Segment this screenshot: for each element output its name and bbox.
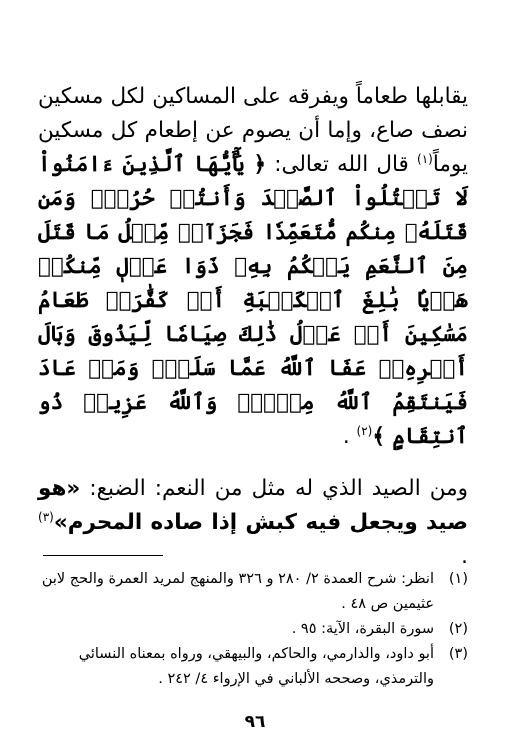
footnote-number: (١)	[448, 571, 468, 587]
footnote-ref-1: (١)	[417, 151, 433, 166]
footnote-text: انظر: شرح العمدة ٢/ ٢٨٠ و ٣٢٦ والمنهج لمريد العمرة والحج لابن عثيمين ص ٤٨ .	[41, 571, 434, 612]
hadith-quote: «هو صيد ويجعل فيه كبش إذا صاده المحرم»	[38, 476, 468, 535]
footnote	[38, 567, 468, 617]
footnote-text: أبو داود، والدارمي، والحاكم، والبيهقي، ورواه بمعناه النسائي والترمذي، وصححه الألباني في الإرواء ٤/ ٢٤٢ .	[78, 646, 434, 687]
footnote-text: سورة البقرة، الآية: ٩٥ .	[291, 621, 434, 637]
page-number: ٩٦	[244, 712, 266, 732]
paragraph-1	[38, 80, 468, 454]
p2-text: ومن الصيد الذي له مثل من النعم: الضبع:	[80, 476, 468, 501]
paragraph-2	[38, 472, 468, 574]
footnote-divider	[43, 555, 163, 556]
footnote-number: (٣)	[448, 646, 468, 662]
footnote	[38, 642, 468, 692]
footnote-ref-2: (٢)	[356, 423, 373, 438]
main-text	[38, 80, 468, 574]
footnote	[38, 617, 468, 642]
footnote-ref-3: (٣)	[38, 509, 54, 524]
p2-end: .	[461, 544, 468, 569]
p1-text: يقابلها طعاماً ويفرقه على المساكين لكل مسكين نصف صاع، وإما أن يصوم عن إطعام كل مسكين يوماً	[38, 84, 468, 177]
footnotes	[38, 567, 468, 692]
footnote-number: (٢)	[448, 621, 468, 637]
p1-end: .	[342, 424, 357, 449]
p1-intro: قال الله تعالى:	[266, 152, 417, 177]
quran-verse: ﴿ يَٰٓأَيُّهَا ٱلَّذِينَ ءَامَنُواْ لَا تَقۡتُلُواْ ٱلصَّيۡدَ وَأَنتُمۡ حُرُمٞۚ وَمَن قَتَلَهُۥ مِنكُم مُّتَعَمِّدٗا فَجَزَآءٞ مِّثۡلُ مَا قَتَلَ مِنَ ٱلنَّعَمِ يَحۡكُمُ بِهِۦ ذَوَا عَدۡلٖ مِّنكُمۡ هَدۡيَۢا بَٰلِغَ ٱلۡكَعۡبَةِ أَوۡ كَفَّٰرَةٞ طَعَامُ مَسَٰكِينَ أَوۡ عَدۡلُ ذَٰلِكَ صِيَامٗا لِّيَذُوقَ وَبَالَ أَمۡرِهِۦۗ عَفَا ٱللَّهُ عَمَّا سَلَفَۚ وَمَنۡ عَادَ فَيَنتَقِمُ ٱللَّهُ مِنۡهُۚ وَٱللَّهُ عَزِيزٞ ذُو ٱنتِقَامٍ ﴾	[38, 152, 468, 449]
